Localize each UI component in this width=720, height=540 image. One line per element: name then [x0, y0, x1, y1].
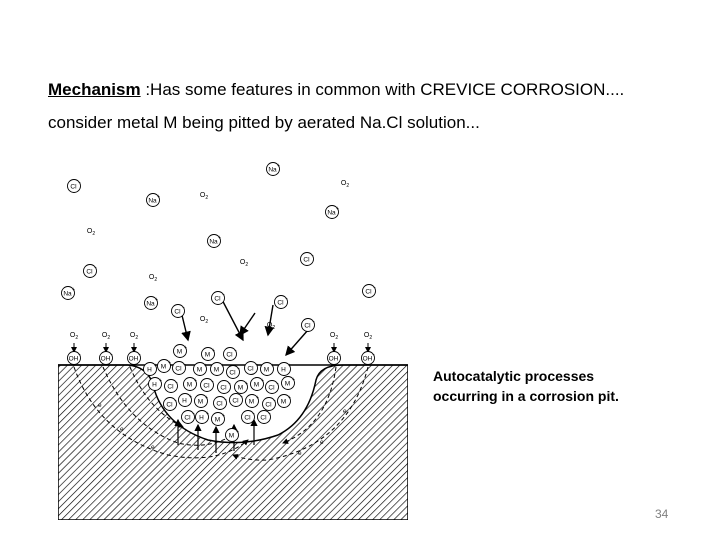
metal-ion	[246, 395, 260, 408]
svg-text:Cl: Cl	[260, 414, 267, 422]
svg-text:H: H	[152, 381, 157, 389]
chloride-ion	[164, 398, 178, 411]
chloride-ion	[245, 362, 259, 375]
page-number: 34	[655, 507, 669, 521]
svg-text:−: −	[182, 305, 185, 311]
metal-ion	[194, 363, 208, 376]
sodium-ion	[267, 163, 281, 176]
svg-text:+: +	[157, 194, 160, 200]
electron-label: e	[320, 439, 324, 446]
figure-caption	[433, 366, 673, 406]
svg-text:−: −	[110, 352, 113, 358]
svg-text:M: M	[263, 366, 270, 374]
metal-ion	[202, 348, 216, 361]
hydroxide-ion	[128, 352, 142, 365]
electron-label: e	[151, 444, 155, 451]
svg-text:+: +	[222, 413, 225, 419]
chloride-ion	[302, 319, 316, 332]
metal-substrate	[58, 365, 408, 520]
svg-text:M: M	[213, 366, 220, 374]
svg-text:−: −	[175, 380, 178, 386]
svg-text:+: +	[212, 348, 215, 354]
svg-text:Cl: Cl	[70, 183, 77, 191]
svg-text:O2: $O_2$	[239, 259, 249, 268]
svg-text:M: M	[214, 416, 221, 424]
metal-ion	[226, 429, 240, 442]
svg-text:Cl: Cl	[265, 401, 272, 409]
svg-text:Cl: Cl	[247, 365, 254, 373]
caption-line-2: occurring in a corrosion pit.	[433, 388, 619, 404]
corrosion-pit-figure	[58, 155, 408, 520]
svg-text:Cl: Cl	[220, 384, 227, 392]
metal-ion	[261, 363, 275, 376]
svg-text:O2: $O_2$	[329, 332, 339, 341]
sodium-ion	[147, 194, 161, 207]
svg-text:Na: Na	[209, 238, 218, 246]
chloride-ion	[214, 397, 228, 410]
svg-text:Na: Na	[148, 197, 157, 205]
svg-text:+: +	[154, 363, 157, 369]
oxygen-label	[102, 332, 110, 341]
svg-text:M: M	[280, 398, 287, 406]
svg-text:Cl: Cl	[214, 295, 221, 303]
svg-text:−: −	[252, 411, 255, 417]
svg-text:−: −	[192, 411, 195, 417]
chloride-ion	[230, 394, 244, 407]
mechanism-term: Mechanism	[48, 80, 141, 99]
svg-text:+: +	[256, 395, 259, 401]
chloride-ion	[172, 305, 186, 318]
svg-text:+: +	[261, 378, 264, 384]
hydrogen-ion	[149, 378, 163, 391]
svg-text:−: −	[240, 394, 243, 400]
svg-text:Cl: Cl	[303, 256, 310, 264]
chloride-ion	[263, 398, 277, 411]
heading-text: :Has some features in common with CREVICE CORROSION....	[140, 80, 625, 99]
svg-text:−: −	[338, 352, 341, 358]
flux-arrow	[240, 313, 255, 335]
surface-arrows	[74, 343, 368, 352]
electron-label: e	[343, 408, 347, 415]
svg-text:Cl: Cl	[229, 369, 236, 377]
svg-text:M: M	[196, 366, 203, 374]
svg-text:+: +	[155, 297, 158, 303]
svg-text:Cl: Cl	[304, 322, 311, 330]
svg-text:+: +	[292, 377, 295, 383]
svg-text:M: M	[248, 398, 255, 406]
svg-text:−: −	[268, 411, 271, 417]
svg-text:+: +	[218, 235, 221, 241]
metal-ion	[174, 345, 188, 358]
svg-text:Cl: Cl	[232, 397, 239, 405]
svg-text:M: M	[186, 381, 193, 389]
svg-text:M: M	[197, 398, 204, 406]
sodium-ion	[145, 297, 159, 310]
svg-text:Cl: Cl	[216, 400, 223, 408]
svg-text:O2: $O_2$	[86, 228, 96, 237]
svg-text:−: −	[273, 398, 276, 404]
svg-text:Cl: Cl	[86, 268, 93, 276]
svg-text:+: +	[206, 411, 209, 417]
metal-ion	[212, 413, 226, 426]
chloride-ion	[224, 348, 238, 361]
chloride-ion	[301, 253, 315, 266]
svg-text:OH: OH	[362, 355, 373, 363]
sodium-ion	[326, 206, 340, 219]
hydroxide-ion	[68, 352, 82, 365]
svg-text:H: H	[182, 397, 187, 405]
svg-text:O2: $O_2$	[266, 322, 276, 331]
svg-text:−: −	[174, 398, 177, 404]
svg-text:M: M	[284, 380, 291, 388]
chloride-ion	[173, 362, 187, 375]
svg-text:−: −	[276, 381, 279, 387]
svg-text:+: +	[72, 287, 75, 293]
hydrogen-ion	[144, 363, 158, 376]
svg-text:Cl: Cl	[226, 351, 233, 359]
svg-text:H: H	[199, 414, 204, 422]
svg-text:O2: $O_2$	[340, 180, 350, 189]
svg-text:H: H	[147, 366, 152, 374]
svg-text:OH: OH	[68, 355, 79, 363]
svg-text:Na: Na	[146, 300, 155, 308]
svg-text:−: −	[224, 397, 227, 403]
chloride-ion	[165, 380, 179, 393]
svg-text:Cl: Cl	[166, 401, 173, 409]
svg-text:−: −	[237, 366, 240, 372]
metal-ion	[282, 377, 296, 390]
svg-text:Cl: Cl	[244, 414, 251, 422]
svg-text:−: −	[255, 362, 258, 368]
hydroxide-ion	[362, 352, 376, 365]
svg-text:−: −	[138, 352, 141, 358]
svg-text:+: +	[194, 378, 197, 384]
svg-text:Na: Na	[63, 290, 72, 298]
metal-ion	[158, 360, 172, 373]
electron-label: e	[98, 402, 102, 409]
svg-text:Na: Na	[327, 209, 336, 217]
svg-text:+: +	[205, 395, 208, 401]
chloride-ion	[218, 381, 232, 394]
svg-text:Cl: Cl	[277, 299, 284, 307]
svg-text:M: M	[204, 351, 211, 359]
svg-text:O2: $O_2$	[199, 192, 209, 201]
hydroxide-ion	[100, 352, 114, 365]
svg-text:O2: $O_2$	[199, 316, 209, 325]
svg-text:Cl: Cl	[175, 365, 182, 373]
svg-text:+: +	[168, 360, 171, 366]
svg-text:OH: OH	[128, 355, 139, 363]
sodium-ion	[62, 287, 76, 300]
metal-ion	[235, 381, 249, 394]
svg-text:Cl: Cl	[365, 288, 372, 296]
svg-text:O2: $O_2$	[363, 332, 373, 341]
flux-arrow	[286, 330, 308, 355]
svg-text:−: −	[312, 319, 315, 325]
svg-text:−: −	[222, 292, 225, 298]
hydrogen-ion	[196, 411, 210, 424]
chloride-ion	[242, 411, 256, 424]
svg-text:+: +	[271, 363, 274, 369]
electron-label: e	[120, 426, 124, 433]
svg-text:+: +	[336, 206, 339, 212]
svg-text:−: −	[234, 348, 237, 354]
svg-text:O2: $O_2$	[101, 332, 111, 341]
chloride-ion	[275, 296, 289, 309]
svg-text:H: H	[281, 366, 286, 374]
svg-text:Na: Na	[268, 166, 277, 174]
chloride-ion	[68, 180, 82, 193]
svg-text:+: +	[204, 363, 207, 369]
oxygen-label	[70, 332, 78, 341]
svg-text:O2: $O_2$	[69, 332, 79, 341]
electron-label: e	[298, 450, 302, 457]
svg-text:M: M	[176, 348, 183, 356]
hydrogen-ion	[179, 394, 193, 407]
svg-text:−: −	[78, 180, 81, 186]
svg-text:−: −	[372, 352, 375, 358]
caption-line-1: Autocatalytic processes	[433, 368, 595, 384]
svg-text:+: +	[288, 395, 291, 401]
svg-text:+: +	[184, 345, 187, 351]
sodium-ion	[208, 235, 222, 248]
chloride-ion	[182, 411, 196, 424]
metal-ion	[195, 395, 209, 408]
oxygen-label	[364, 332, 372, 341]
chloride-ion	[258, 411, 272, 424]
svg-text:Cl: Cl	[167, 383, 174, 391]
chloride-ion	[363, 285, 377, 298]
hydrogen-ion	[278, 363, 292, 376]
chloride-ion	[266, 381, 280, 394]
chloride-ion	[201, 379, 215, 392]
oxygen-label	[200, 192, 208, 201]
svg-text:−: −	[228, 381, 231, 387]
oxygen-label	[267, 322, 275, 331]
metal-ion	[251, 378, 265, 391]
metal-ion	[184, 378, 198, 391]
svg-text:O2: $O_2$	[148, 274, 158, 283]
heading-line	[48, 80, 624, 100]
svg-text:+: +	[189, 394, 192, 400]
oxygen-label	[330, 332, 338, 341]
svg-text:Cl: Cl	[268, 384, 275, 392]
svg-text:OH: OH	[100, 355, 111, 363]
oxygen-label	[87, 228, 95, 237]
svg-text:−: −	[94, 265, 97, 271]
oxygen-label	[130, 332, 138, 341]
svg-text:OH: OH	[328, 355, 339, 363]
oxygen-label	[341, 180, 349, 189]
svg-text:−: −	[311, 253, 314, 259]
oxygen-label	[240, 259, 248, 268]
chloride-ion	[227, 366, 241, 379]
metal-ion	[211, 363, 225, 376]
svg-text:+: +	[277, 163, 280, 169]
oxygen-label	[149, 274, 157, 283]
svg-text:+: +	[221, 363, 224, 369]
subheading-line: consider metal M being pitted by aerated Na.Cl solution...	[48, 113, 480, 132]
svg-text:+: +	[159, 378, 162, 384]
svg-text:Cl: Cl	[184, 414, 191, 422]
svg-text:M: M	[160, 363, 167, 371]
metal-ion	[278, 395, 292, 408]
chloride-ion	[84, 265, 98, 278]
svg-text:+: +	[288, 363, 291, 369]
svg-text:−: −	[373, 285, 376, 291]
svg-text:M: M	[253, 381, 260, 389]
svg-text:M: M	[237, 384, 244, 392]
svg-text:+: +	[236, 429, 239, 435]
svg-text:O2: $O_2$	[129, 332, 139, 341]
svg-text:Cl: Cl	[174, 308, 181, 316]
chloride-ion	[212, 292, 226, 305]
svg-text:+: +	[245, 381, 248, 387]
oxygen-label	[200, 316, 208, 325]
svg-text:M: M	[228, 432, 235, 440]
svg-text:−: −	[78, 352, 81, 358]
svg-text:−: −	[285, 296, 288, 302]
svg-text:−: −	[183, 362, 186, 368]
svg-text:−: −	[211, 379, 214, 385]
hydroxide-ion	[328, 352, 342, 365]
svg-text:Cl: Cl	[203, 382, 210, 390]
